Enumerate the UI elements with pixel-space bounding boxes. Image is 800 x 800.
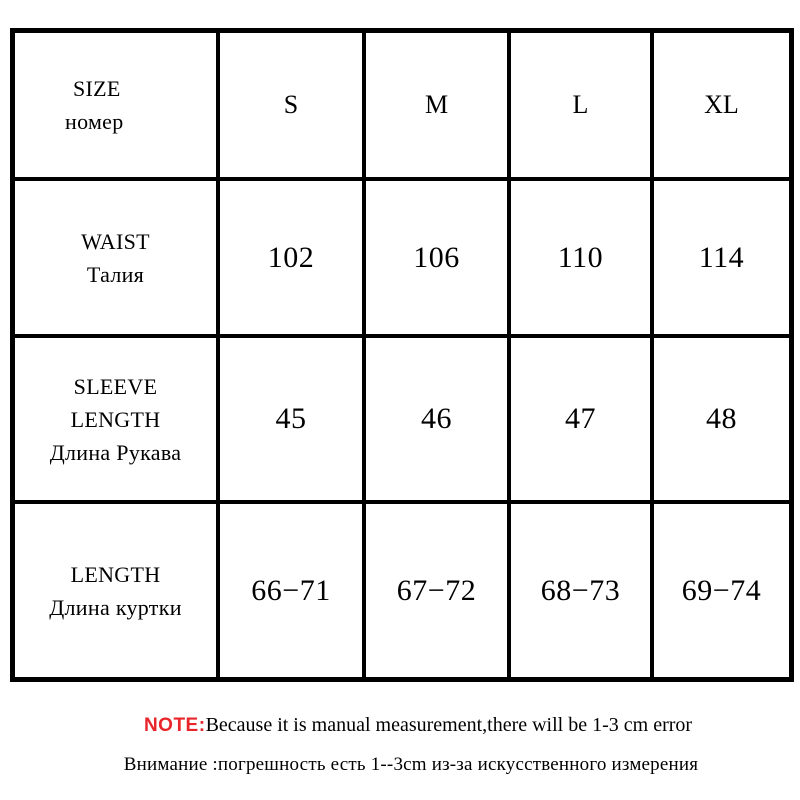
waist-value-m: 106: [364, 179, 509, 336]
note-english: [0, 714, 800, 737]
sleeve-length-value-m: 46: [364, 336, 509, 502]
size-header-s: S: [218, 33, 364, 179]
waist-label-cell: [15, 179, 218, 336]
size-header-xl: XL: [652, 33, 789, 179]
table-row-waist: [15, 179, 789, 336]
size-chart: [10, 28, 794, 682]
length-value-l: 68−73: [509, 502, 652, 677]
waist-value-s: 102: [218, 179, 364, 336]
note-text-en: Because it is manual measurement,there will be 1-3 cm error: [205, 714, 693, 736]
note-russian: Внимание :погрешность есть 1--3cm из-за искусственного измерения: [123, 754, 699, 775]
sleeve-length-label-ru: Длина Рукава: [49, 439, 182, 465]
waist-label-ru: Талия: [86, 261, 145, 287]
sleeve-length-value-xl: 48: [652, 336, 789, 502]
size-header-l: L: [509, 33, 652, 179]
size-label-ru: номер: [65, 109, 124, 134]
sleeve-length-label-en-2: LENGTH: [70, 406, 161, 432]
length-label-en: LENGTH: [70, 561, 161, 587]
length-value-s: 66−71: [218, 502, 364, 677]
length-label-ru: Длина куртки: [49, 594, 182, 620]
sleeve-length-label-cell: [15, 336, 218, 502]
length-label-cell: [15, 502, 218, 677]
length-value-m: 67−72: [364, 502, 509, 677]
table-row-sleeve-length: [15, 336, 789, 502]
size-table: [15, 33, 789, 677]
length-value-xl: 69−74: [652, 502, 789, 677]
waist-value-xl: 114: [652, 179, 789, 336]
table-row-length: [15, 502, 789, 677]
sleeve-length-value-l: 47: [509, 336, 652, 502]
waist-value-l: 110: [509, 179, 652, 336]
header-row: [15, 33, 789, 179]
sleeve-length-label-en-1: SLEEVE: [73, 373, 158, 399]
size-label-en: SIZE: [73, 76, 121, 101]
note-label: NOTE:: [143, 715, 206, 736]
size-header-m: M: [364, 33, 509, 179]
sleeve-length-value-s: 45: [218, 336, 364, 502]
waist-label-en: WAIST: [81, 228, 150, 254]
size-label-cell: [15, 33, 218, 179]
